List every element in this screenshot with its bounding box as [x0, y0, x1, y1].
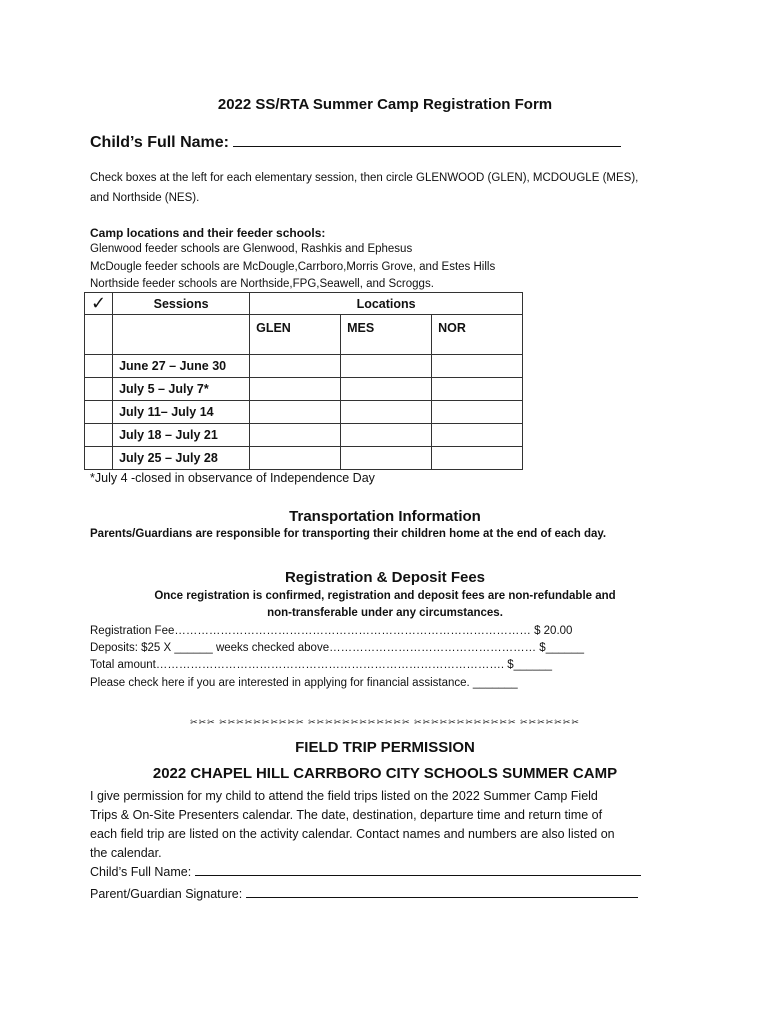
mes-cell[interactable]	[341, 378, 432, 401]
table-row	[85, 355, 523, 378]
session-checkbox[interactable]	[85, 424, 113, 447]
sessions-header: Sessions	[113, 293, 250, 315]
registration-fee-line: Registration Fee………………………………………………………………………………… $ 20.00	[90, 625, 573, 637]
glen-cell[interactable]	[250, 401, 341, 424]
field-trip-child-name-row	[90, 865, 641, 879]
signature-row	[90, 887, 638, 901]
financial-assistance-line[interactable]: Please check here if you are interested in applying for financial assistance. _______	[90, 677, 518, 689]
col-mes: MES	[341, 315, 432, 355]
permission-line-4: the calendar.	[90, 846, 162, 860]
signature-field[interactable]	[246, 897, 638, 898]
fees-heading: Registration & Deposit Fees	[284, 569, 486, 586]
session-label: July 25 – July 28	[113, 447, 250, 470]
field-trip-child-name-label: Child’s Full Name:	[90, 865, 195, 879]
mes-cell[interactable]	[341, 355, 432, 378]
glen-cell[interactable]	[250, 355, 341, 378]
mes-cell[interactable]	[341, 447, 432, 470]
glen-cell[interactable]	[250, 378, 341, 401]
fees-notice-line-1: Once registration is confirmed, registration and deposit fees are non-refundable and	[154, 590, 616, 602]
instructions-line-1: Check boxes at the left for each elementary session, then circle GLENWOOD (GLEN), MCDOUGLE (MES),	[90, 172, 639, 184]
nor-cell[interactable]	[432, 355, 523, 378]
feeder-glenwood: Glenwood feeder schools are Glenwood, Rashkis and Ephesus	[90, 243, 413, 255]
total-amount-line[interactable]: Total amount………………………………………………………………………………. $______	[90, 659, 553, 671]
instructions-line-2: and Northside (NES).	[90, 192, 200, 204]
field-trip-subheading: 2022 CHAPEL HILL CARRBORO CITY SCHOOLS SUMMER CAMP	[152, 765, 618, 782]
permission-line-1: I give permission for my child to attend the field trips listed on the 2022 Summer Camp Field	[90, 789, 598, 803]
glen-cell[interactable]	[250, 447, 341, 470]
field-trip-heading: FIELD TRIP PERMISSION	[295, 739, 475, 756]
session-label: July 11– July 14	[113, 401, 250, 424]
nor-cell[interactable]	[432, 401, 523, 424]
fees-notice-line-2: non-transferable under any circumstances.	[267, 607, 503, 619]
child-name-field[interactable]	[233, 146, 621, 147]
feeder-mcdougle: McDougle feeder schools are McDougle,Carrboro,Morris Grove, and Estes Hills	[90, 261, 496, 273]
glen-cell[interactable]	[250, 424, 341, 447]
deposits-line[interactable]: Deposits: $25 X ______ weeks checked above……………………………………………… $______	[90, 642, 585, 654]
session-checkbox[interactable]	[85, 378, 113, 401]
check-header: ✓	[85, 293, 113, 315]
locations-header: Locations	[250, 293, 523, 315]
form-title: 2022 SS/RTA Summer Camp Registration Form	[217, 96, 553, 113]
session-checkbox[interactable]	[85, 401, 113, 424]
cut-line: ✂✂✂ ✂✂✂✂✂✂✂✂✂✂ ✂✂✂✂✂✂✂✂✂✂✂✂ ✂✂✂✂✂✂✂✂✂✂✂✂ ✂✂✂✂✂✂✂	[190, 717, 580, 727]
nor-cell[interactable]	[432, 447, 523, 470]
table-header-row	[85, 293, 523, 315]
child-name-label: Child’s Full Name:	[90, 134, 234, 151]
field-trip-child-name-field[interactable]	[195, 875, 641, 876]
table-row	[85, 401, 523, 424]
session-checkbox[interactable]	[85, 355, 113, 378]
session-checkbox[interactable]	[85, 447, 113, 470]
table-footnote: *July 4 -closed in observance of Independence Day	[90, 471, 375, 485]
permission-line-2: Trips & On-Site Presenters calendar. The date, destination, departure time and return time of	[90, 808, 603, 822]
mes-cell[interactable]	[341, 401, 432, 424]
child-name-row	[90, 134, 621, 152]
table-row	[85, 447, 523, 470]
session-label: July 18 – July 21	[113, 424, 250, 447]
col-nor: NOR	[432, 315, 523, 355]
session-label: July 5 – July 7*	[113, 378, 250, 401]
session-label: June 27 – June 30	[113, 355, 250, 378]
permission-line-3: each field trip are listed on the activity calendar. Contact names and numbers are also listed on	[90, 827, 615, 841]
nor-cell[interactable]	[432, 378, 523, 401]
locations-heading: Camp locations and their feeder schools:	[90, 226, 326, 240]
nor-cell[interactable]	[432, 424, 523, 447]
table-row	[85, 424, 523, 447]
mes-cell[interactable]	[341, 424, 432, 447]
table-subheader-row	[85, 315, 523, 355]
table-row	[85, 378, 523, 401]
feeder-northside: Northside feeder schools are Northside,FPG,Seawell, and Scroggs.	[90, 278, 434, 290]
sessions-table	[84, 292, 523, 470]
signature-label: Parent/Guardian Signature:	[90, 887, 246, 901]
col-glen: GLEN	[250, 315, 341, 355]
transportation-heading: Transportation Information	[289, 508, 481, 525]
transportation-text: Parents/Guardians are responsible for transporting their children home at the end of each day.	[90, 528, 607, 540]
